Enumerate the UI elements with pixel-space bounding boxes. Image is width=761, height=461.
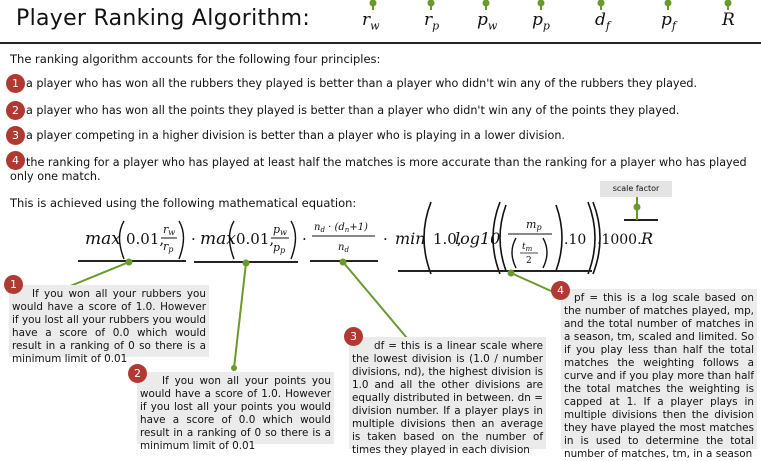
eq-pp: pp (273, 241, 286, 255)
eq-paren (500, 205, 506, 271)
principle-badge-2: 2 (6, 101, 25, 120)
var-R: R (722, 10, 735, 30)
connector-end-2 (231, 365, 237, 371)
eq-pw: pw (273, 223, 287, 237)
var-rw: $r_w$ (362, 10, 380, 33)
principle-4: the ranking for a player who has played at least half the matches is more accurate than the ranking for a player who has played only one match. (10, 156, 747, 183)
principle-badge-4: 4 (6, 151, 25, 170)
eq-paren (588, 202, 595, 274)
eq-dot-1: · (191, 230, 196, 248)
eq-tm: $t_m$ (522, 242, 533, 253)
eq-paren (120, 221, 125, 259)
intro-text: The ranking algorithm accounts for the following four principles: (10, 52, 381, 66)
pin-dot-df (599, 1, 604, 6)
principle-2: a player who has won all the points they played is better than a player who didn't win any of the points they played. (26, 104, 680, 117)
note-badge-4: 4 (551, 281, 570, 300)
eq-nd-denominator: $n_d$ (338, 242, 349, 254)
connector-dot-1 (126, 259, 133, 266)
note-badge-3: 3 (344, 327, 363, 346)
var-df: $d_f$ (595, 10, 610, 33)
principle-3: a player competing in a higher division is better than a player who is playing in a lower division. (26, 129, 565, 142)
eq-001-2: 0.01, (236, 230, 275, 248)
principle-1: a player who has won all the rubbers they played is better than a player who didn't win any of the rubbers they played. (26, 77, 698, 90)
var-rp: $r_p$ (424, 10, 440, 33)
connector-dot-3 (340, 259, 347, 266)
eq-001-1: 0.01, (126, 230, 165, 248)
note-1 (9, 285, 209, 365)
note-3 (349, 337, 546, 456)
note-3-text: df = this is a linear scale where the lowest division is (1.0 / number divisions, nd), the highest division is 1.0 and all the other divisions are equally distributed in between. dn = division number. If a player plays in multiple divisions then an average is taken based on the number of times they played in each division (352, 340, 543, 456)
page-title: Player Ranking Algorithm: (16, 6, 311, 31)
eq-paren (543, 238, 547, 268)
note-4 (561, 289, 757, 460)
note-2-text: If you won all your points you would have a score of 1.0. However if you lost all your points you would have a score of 0.0 which would result in a ranking of 0 so there is a minimum limit of 0.01 (140, 375, 331, 452)
eq-tail: .1000. (597, 232, 642, 248)
scale-connector-dot (634, 204, 641, 211)
eq-rp: rp (163, 240, 174, 254)
eq-two: 2 (526, 256, 532, 266)
pin-dot-pw (484, 1, 489, 6)
var-pf: $p_f$ (661, 10, 676, 33)
eq-rw: rw (163, 223, 176, 237)
equation (85, 202, 653, 274)
connector-dot-4 (508, 270, 515, 277)
principle-badge-3: 3 (6, 126, 25, 145)
note-badge-1: 1 (4, 275, 23, 294)
equation-intro: This is achieved using the following mathematical equation: (10, 196, 357, 210)
connector-2 (234, 263, 246, 368)
scale-factor-label: scale factor (600, 181, 672, 197)
connector-dot-2 (243, 260, 250, 267)
eq-max-1: max (85, 229, 121, 249)
note-1-text: If you won all your rubbers you would have a score of 1.0. However if you lost all your rubbers you would have a score of 0.0 which would result in a ranking of 0 so there is a minimum limit of 0.01 (12, 288, 206, 365)
eq-mp: mp (526, 218, 542, 232)
note-4-text: pf = this is a log scale based on the number of matches played, mp, and the total number of matches in a season, tm, scaled and limited. So if you play less than half the total matches the weighting follows a curve and if you play more than half the total matches the weighting is capped at 1. If a player plays in multiple divisions then the division they have played the most matches in is used to determine the total number of matches, tm, in a season (564, 292, 754, 460)
eq-paren (556, 205, 562, 271)
eq-nd-numerator: $n_d \cdot (d_n+1)$ (314, 222, 368, 234)
var-pw: $p_w$ (477, 10, 498, 33)
eq-max-2: max (200, 229, 236, 249)
eq-min: min (395, 229, 426, 248)
eq-dot-3: · (383, 230, 388, 248)
principle-badge-1: 1 (6, 74, 25, 93)
eq-ten: .10 (564, 232, 587, 248)
eq-paren (512, 238, 516, 268)
eq-R: R (641, 229, 654, 248)
eq-paren (291, 221, 296, 259)
pin-dot-pp (539, 1, 544, 6)
pin-dot-rw (371, 1, 376, 6)
eq-one: 1.0, (433, 230, 462, 248)
pin-dot-rp (429, 1, 434, 6)
note-2 (137, 372, 334, 452)
eq-log10: log10 (455, 229, 501, 248)
note-badge-2: 2 (128, 364, 147, 383)
pin-dot-pf (666, 1, 671, 6)
eq-paren (179, 221, 184, 259)
eq-dot-2: · (302, 230, 307, 248)
pin-dot-R (726, 1, 731, 6)
var-pp: $p_p$ (532, 10, 550, 33)
